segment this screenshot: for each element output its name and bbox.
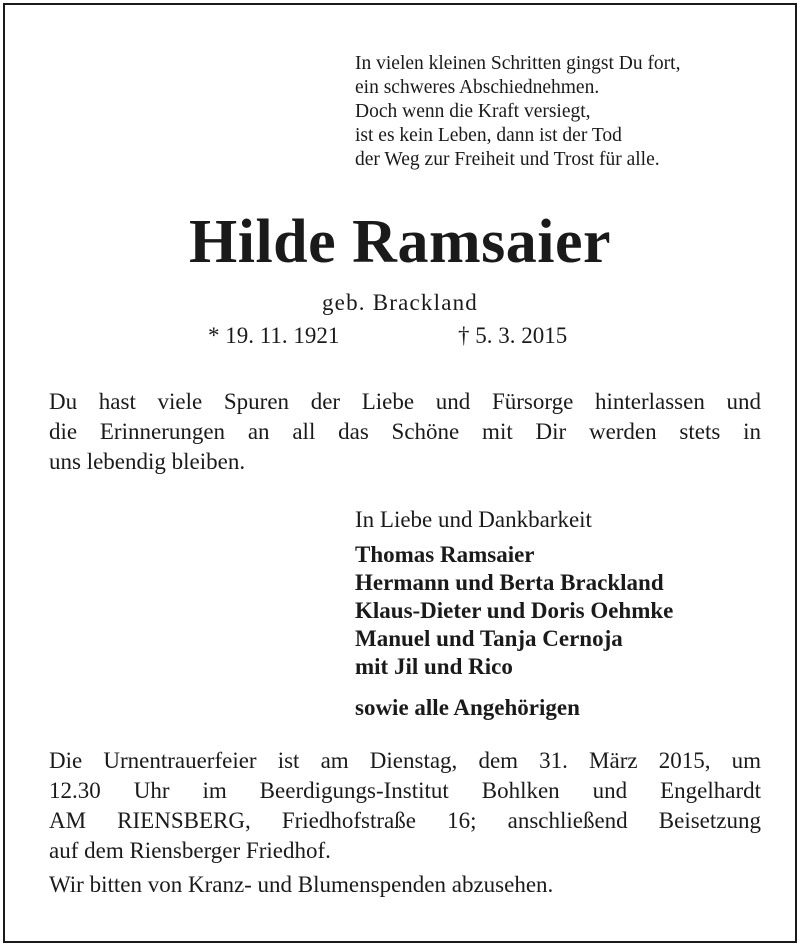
memorial-poem (355, 52, 775, 172)
obituary-notice (3, 3, 797, 943)
poem-line: In vielen kleinen Schritten gingst Du fort, (355, 53, 681, 74)
death-date: † 5. 3. 2015 (458, 323, 568, 348)
tribute-line: uns lebendig bleiben. (49, 449, 246, 474)
poem-line: ein schweres Abschiednehmen. (355, 77, 600, 98)
service-details (49, 746, 761, 866)
service-line: AM RIENSBERG, Friedhofstraße 16; anschließend Beisetzung (49, 808, 761, 833)
mourner-name: Manuel und Tanja Cernoja (355, 626, 623, 651)
closing-request: Wir bitten von Kranz- und Blumenspenden abzusehen. (49, 872, 554, 897)
mourner-name: mit Jil und Rico (355, 654, 513, 679)
tribute-line: die Erinnerungen an all das Schöne mit Dir werden stets in (49, 419, 761, 444)
mourner-names (355, 541, 775, 681)
poem-line: ist es kein Leben, dann ist der Tod (355, 125, 622, 146)
greeting: In Liebe und Dankbarkeit (355, 507, 592, 532)
mourner-name: Klaus-Dieter und Doris Oehmke (355, 598, 674, 623)
service-line: auf dem Riensberger Friedhof. (49, 838, 331, 863)
mourner-name: Thomas Ramsaier (355, 542, 535, 567)
birth-date: * 19. 11. 1921 (208, 323, 340, 348)
poem-line: Doch wenn die Kraft versiegt, (355, 101, 591, 122)
tribute-line: Du hast viele Spuren der Liebe und Fürsorge hinterlassen und (49, 389, 761, 414)
all-relatives: sowie alle Angehörigen (355, 695, 580, 720)
poem-line: der Weg zur Freiheit und Trost für alle. (355, 149, 660, 170)
mourner-name: Hermann und Berta Brackland (355, 570, 664, 595)
deceased-name: Hilde Ramsaier (189, 208, 611, 276)
service-line: 12.30 Uhr im Beerdigungs-Institut Bohlken und Engelhardt (49, 778, 761, 803)
service-line: Die Urnentrauerfeier ist am Dienstag, dem 31. März 2015, um (49, 748, 761, 773)
mourners-block (355, 505, 775, 723)
maiden-name: geb. Brackland (321, 290, 479, 315)
tribute-text (49, 387, 761, 477)
